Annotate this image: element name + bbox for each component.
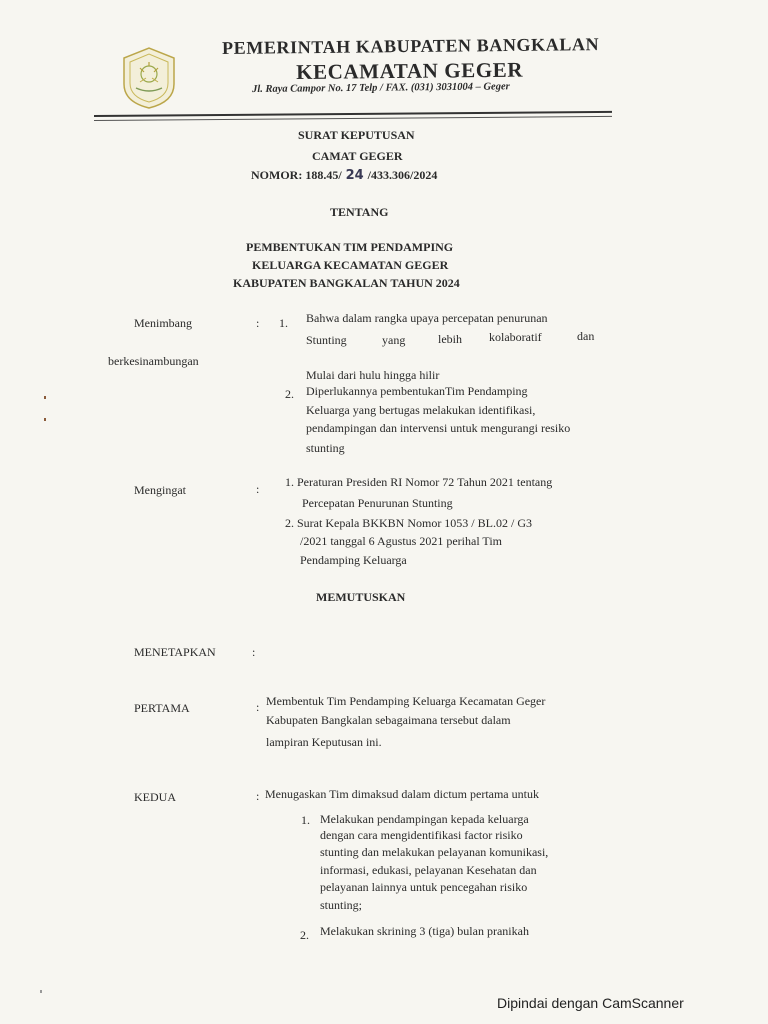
menimbang-item2-line4: stunting: [306, 441, 345, 455]
menimbang-item2-line3: pendampingan dan intervensi untuk mengurangi resiko: [306, 421, 571, 435]
menimbang-item1-wrap: berkesinambungan: [108, 354, 199, 368]
kedua-item1-line3: stunting dan melakukan pelayanan komunikasi,: [320, 845, 549, 859]
menimbang-colon: :: [256, 316, 260, 330]
menimbang-item1-number: 1.: [279, 316, 288, 330]
decree-number-prefix: NOMOR: 188.45/: [251, 168, 342, 182]
scan-speck: [44, 396, 46, 399]
mengingat-label: Mengingat: [134, 483, 186, 497]
kedua-item1-line4: informasi, edukasi, pelayanan Kesehatan dan: [320, 863, 537, 877]
decree-issuer: CAMAT GEGER: [312, 149, 403, 163]
menimbang-item1-word: yang: [382, 333, 406, 347]
menimbang-item1-word: lebih: [438, 332, 462, 346]
scan-speck: [44, 418, 46, 421]
kedua-item2-number: 2.: [300, 928, 309, 942]
menimbang-item1-line3: Mulai dari hulu hingga hilir: [306, 368, 440, 382]
kedua-intro: Menugaskan Tim dimaksud dalam dictum pertama untuk: [265, 787, 539, 801]
mengingat-item1-line1: 1. Peraturan Presiden RI Nomor 72 Tahun 2021 tentang: [285, 475, 553, 489]
menimbang-item2-number: 2.: [285, 387, 294, 401]
pertama-line3: lampiran Keputusan ini.: [266, 735, 382, 749]
kedua-item1-line5: pelayanan lainnya untuk pencegahan risiko: [320, 880, 528, 894]
mengingat-colon: :: [256, 482, 260, 496]
decree-subject-line3: KABUPATEN BANGKALAN TAHUN 2024: [233, 276, 460, 290]
menimbang-item2-line2: Keluarga yang bertugas melakukan identifikasi,: [306, 403, 536, 417]
scanner-watermark: Dipindai dengan CamScanner: [497, 995, 684, 1011]
decides-heading: MEMUTUSKAN: [316, 590, 406, 604]
letterhead-government: PEMERINTAH KABUPATEN BANGKALAN: [222, 34, 600, 58]
pertama-label: PERTAMA: [134, 701, 190, 715]
decree-subject-line1: PEMBENTUKAN TIM PENDAMPING: [246, 240, 454, 254]
mengingat-item2-line3: Pendamping Keluarga: [300, 553, 407, 567]
kedua-item1-line1: Melakukan pendampingan kepada keluarga: [320, 812, 529, 826]
letterhead-address: Jl. Raya Campor No. 17 Telp / FAX. (031) 3031004 – Geger: [252, 81, 510, 95]
menetapkan-colon: :: [252, 645, 256, 659]
decree-number-handwritten: 24: [345, 168, 364, 183]
pertama-line2: Kabupaten Bangkalan sebagaimana tersebut dalam: [266, 713, 511, 727]
pertama-line1: Membentuk Tim Pendamping Keluarga Kecamatan Geger: [266, 694, 546, 708]
kedua-colon: :: [256, 789, 260, 803]
kedua-item2-line1: Melakukan skrining 3 (tiga) bulan pranikah: [320, 924, 529, 938]
letterhead-district: KECAMATAN GEGER: [296, 57, 524, 84]
menimbang-item2-line1: Diperlukannya pembentukanTim Pendamping: [306, 384, 528, 398]
mengingat-item1-line2: Percepatan Penurunan Stunting: [302, 496, 453, 510]
kedua-item1-line6: stunting;: [320, 898, 363, 912]
kedua-item1-line2: dengan cara mengidentifikasi factor risiko: [320, 828, 523, 842]
mengingat-item2-line1: 2. Surat Kepala BKKBN Nomor 1053 / BL.02 / G3: [285, 516, 532, 530]
menetapkan-label: MENETAPKAN: [134, 645, 216, 659]
mengingat-item2-line2: /2021 tanggal 6 Agustus 2021 perihal Tim: [300, 534, 503, 548]
pertama-colon: :: [256, 700, 260, 714]
kedua-label: KEDUA: [134, 790, 176, 804]
menimbang-item1-word: Stunting: [306, 333, 347, 347]
letterhead-rule-thin: [94, 116, 612, 121]
menimbang-label: Menimbang: [134, 316, 192, 330]
menimbang-item1-word: kolaboratif: [489, 330, 542, 344]
about-heading: TENTANG: [330, 205, 389, 219]
decree-number-suffix: /433.306/2024: [367, 168, 438, 182]
decree-title: SURAT KEPUTUSAN: [298, 128, 415, 142]
decree-subject-line2: KELUARGA KECAMATAN GEGER: [252, 258, 449, 272]
kedua-item1-number: 1.: [301, 813, 310, 827]
decree-number: [251, 167, 437, 184]
regency-emblem-icon: [118, 44, 180, 110]
menimbang-item1-word: dan: [577, 329, 595, 343]
menimbang-item1-line1: Bahwa dalam rangka upaya percepatan penurunan: [306, 311, 548, 325]
scan-speck: [40, 990, 42, 993]
